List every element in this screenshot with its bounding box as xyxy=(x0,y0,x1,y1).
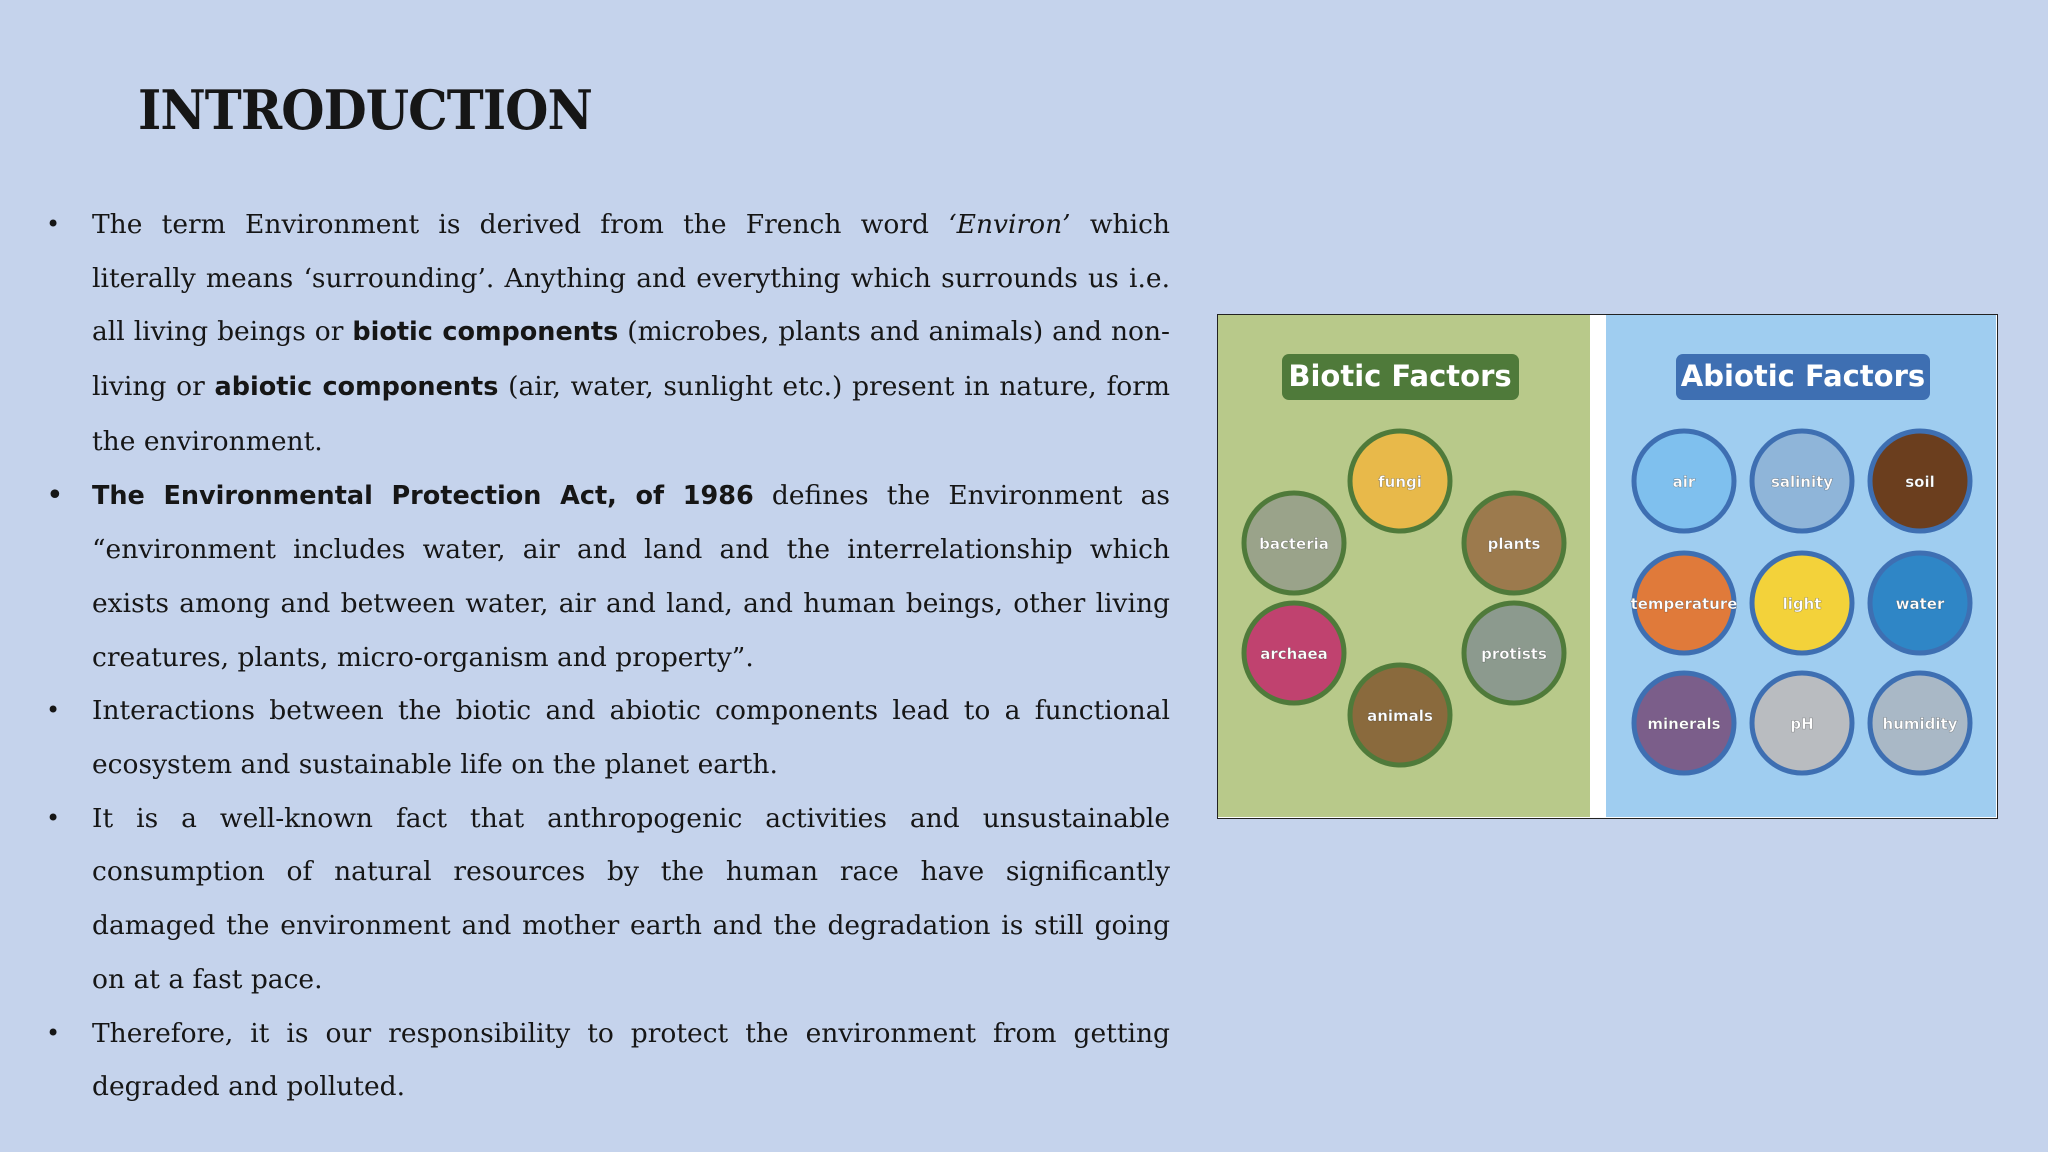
bullet-text: which literally means ‘surrounding’. Anything and everything which surrounds us i.e. all living beings or xyxy=(92,209,1170,348)
italic-term: ‘Environ’ xyxy=(948,209,1071,240)
bold-term: abiotic components xyxy=(214,372,499,403)
factor-label: air xyxy=(1672,473,1696,491)
bullet-marker: • xyxy=(46,803,61,832)
factor-label: fungi xyxy=(1378,473,1422,491)
bold-term: The Environmental Protection Act, of 1986 xyxy=(92,480,754,511)
factor-label: soil xyxy=(1905,473,1935,491)
bullet-item xyxy=(46,198,1170,469)
abiotic-heading: Abiotic Factors xyxy=(1680,359,1926,393)
slide-title: INTRODUCTION xyxy=(138,78,592,142)
biotic-abiotic-figure xyxy=(1217,314,1998,819)
bullet-text: (microbes, plants and animals) and non-living or xyxy=(92,316,1170,403)
factor-label: humidity xyxy=(1882,715,1958,733)
bullet-text: Therefore, it is our responsibility to protect the environment from getting degraded and polluted. xyxy=(92,1017,1170,1103)
factor-label: salinity xyxy=(1770,473,1834,491)
factor-label: water xyxy=(1895,595,1945,613)
bullet-text: It is a well-known fact that anthropogenic activities and unsustainable consumption of natural resources by the human race have significantly damaged the environment and mother earth and the degradation is still going on at a fast pace. xyxy=(92,802,1170,995)
factor-label: plants xyxy=(1487,535,1541,553)
bullet-item xyxy=(46,684,1170,791)
biotic-heading: Biotic Factors xyxy=(1288,359,1512,393)
bullet-marker: • xyxy=(46,696,61,725)
factor-label: archaea xyxy=(1260,645,1328,663)
factor-label: minerals xyxy=(1647,715,1721,733)
bold-term: biotic components xyxy=(352,317,619,348)
bullet-text: The term Environment is derived from the French word xyxy=(92,209,949,240)
bullet-list xyxy=(46,198,1170,1114)
bullet-marker: • xyxy=(46,1018,61,1047)
factor-label: bacteria xyxy=(1259,535,1329,553)
bullet-marker: • xyxy=(46,210,61,238)
factor-label: light xyxy=(1782,595,1822,613)
bullet-item xyxy=(46,792,1170,1007)
bullet-text: (air, water, sunlight etc.) present in nature, form the environment. xyxy=(92,371,1170,457)
bullet-item xyxy=(46,469,1170,685)
bullet-text: defines the Environment as “environment includes water, air and land and the interrelationship which exists among and between water, air and land, and human beings, other living creatures, plants, micro-organism and property”. xyxy=(92,479,1170,673)
factor-label: protists xyxy=(1481,645,1547,663)
bullet-item xyxy=(46,1007,1170,1114)
bullet-text: Interactions between the biotic and abiotic components lead to a functional ecosystem and sustainable life on the planet earth. xyxy=(92,695,1170,781)
factor-label: animals xyxy=(1367,707,1433,725)
bullet-marker: • xyxy=(46,477,64,513)
factor-label: pH xyxy=(1790,715,1814,733)
factor-label: temperature xyxy=(1630,595,1738,613)
panel-divider xyxy=(1590,315,1606,817)
